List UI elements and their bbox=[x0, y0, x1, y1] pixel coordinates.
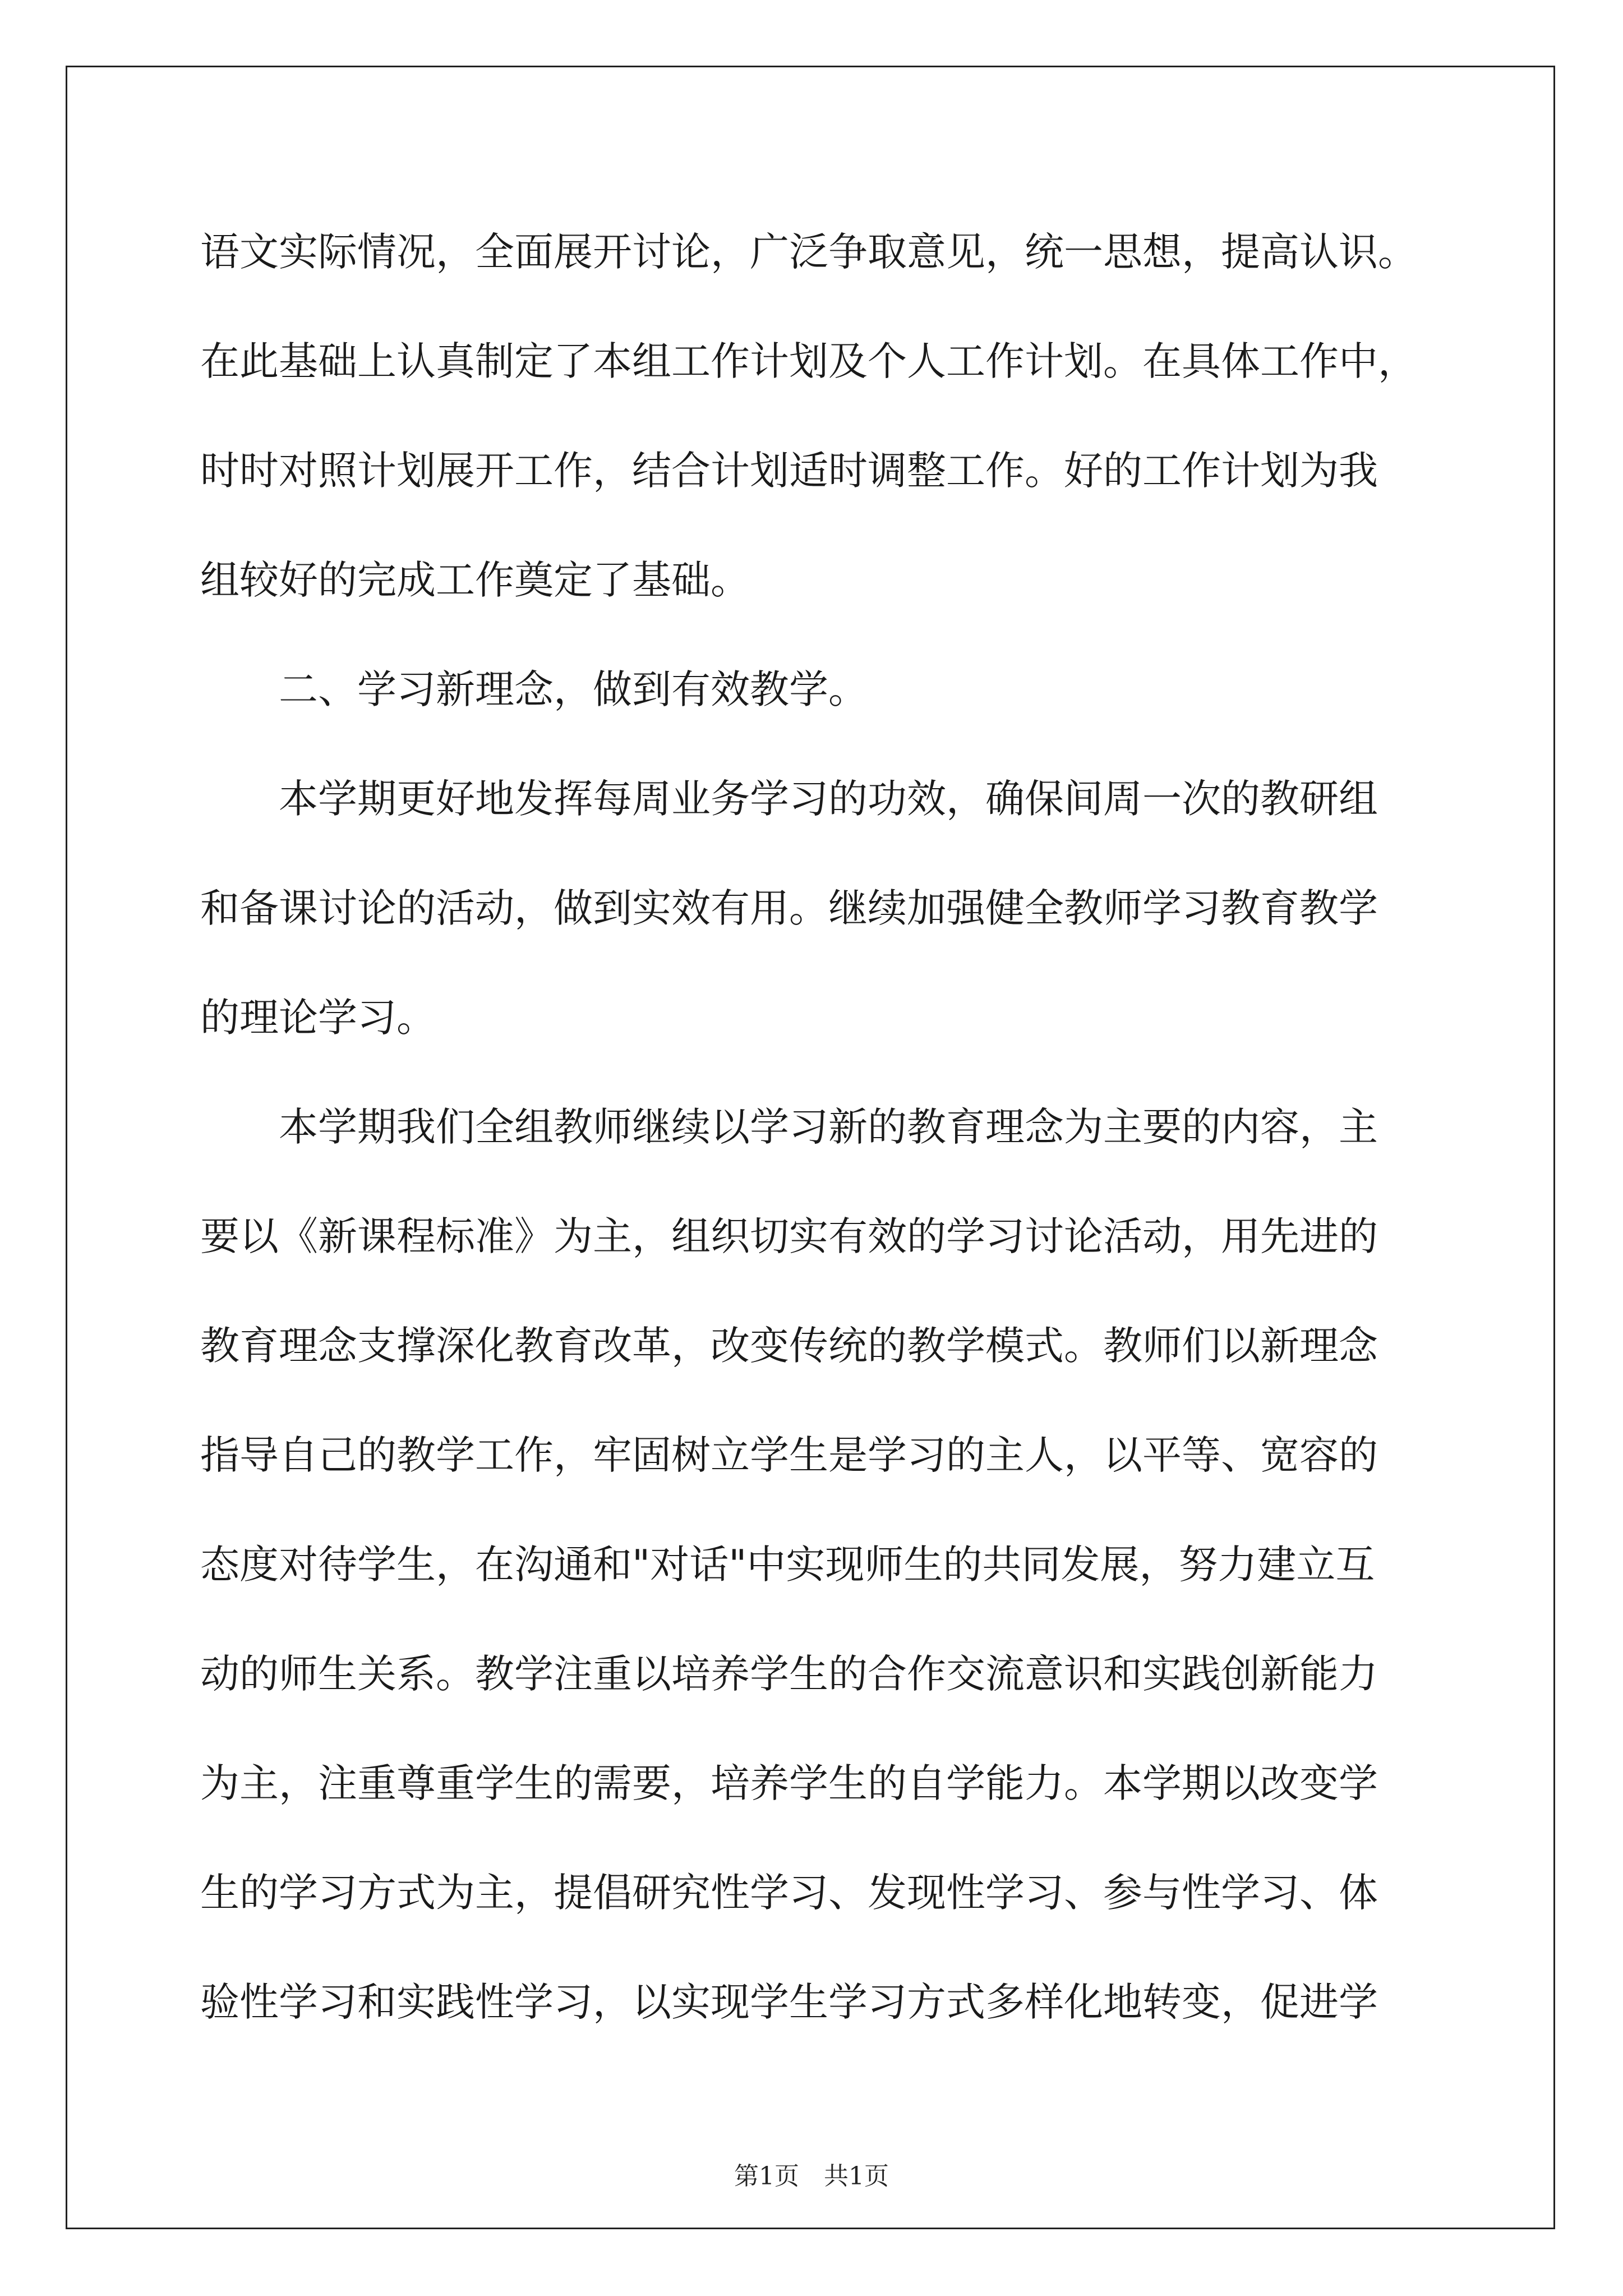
text-line: 要以《新课程标准》为主，组织切实有效的学习讨论活动，用先进的 bbox=[200, 1213, 1378, 1259]
text-line: 和备课讨论的活动，做到实效有用。继续加强健全教师学习教育教学 bbox=[200, 885, 1378, 931]
text-line: 本学期我们全组教师继续以学习新的教育理念为主要的内容，主 bbox=[200, 1104, 1378, 1150]
text-line: 语文实际情况，全面展开讨论，广泛争取意见，统一思想，提高认识。 bbox=[200, 229, 1417, 275]
text-line: 教育理念支撑深化教育改革，改变传统的教学模式。教师们以新理念 bbox=[200, 1323, 1378, 1369]
text-line: 指导自己的教学工作，牢固树立学生是学习的主人，以平等、宽容的 bbox=[200, 1432, 1378, 1478]
text-line: 生的学习方式为主，提倡研究性学习、发现性学习、参与性学习、体 bbox=[200, 1870, 1378, 1916]
document-body bbox=[200, 197, 1434, 2057]
text-line: 时时对照计划展开工作，结合计划适时调整工作。好的工作计划为我 bbox=[200, 448, 1378, 494]
page-footer: 第1页 共1页 bbox=[734, 2162, 889, 2191]
text-line: 为主，注重尊重学生的需要，培养学生的自学能力。本学期以改变学 bbox=[200, 1760, 1378, 1806]
text-line: 验性学习和实践性学习，以实现学生学习方式多样化地转变，促进学 bbox=[200, 1979, 1378, 2025]
text-line: 动的师生关系。教学注重以培养学生的合作交流意识和实践创新能力 bbox=[200, 1651, 1378, 1697]
text-line: 态度对待学生，在沟通和"对话"中实现师生的共同发展，努力建立互 bbox=[200, 1542, 1375, 1588]
text-line: 组较好的完成工作奠定了基础。 bbox=[200, 557, 750, 603]
section-heading: 二、学习新理念，做到有效教学。 bbox=[200, 666, 868, 712]
text-line: 本学期更好地发挥每周业务学习的功效，确保间周一次的教研组 bbox=[200, 776, 1378, 822]
text-line: 在此基础上认真制定了本组工作计划及个人工作计划。在具体工作中， bbox=[200, 338, 1417, 384]
text-line: 的理论学习。 bbox=[200, 995, 436, 1041]
